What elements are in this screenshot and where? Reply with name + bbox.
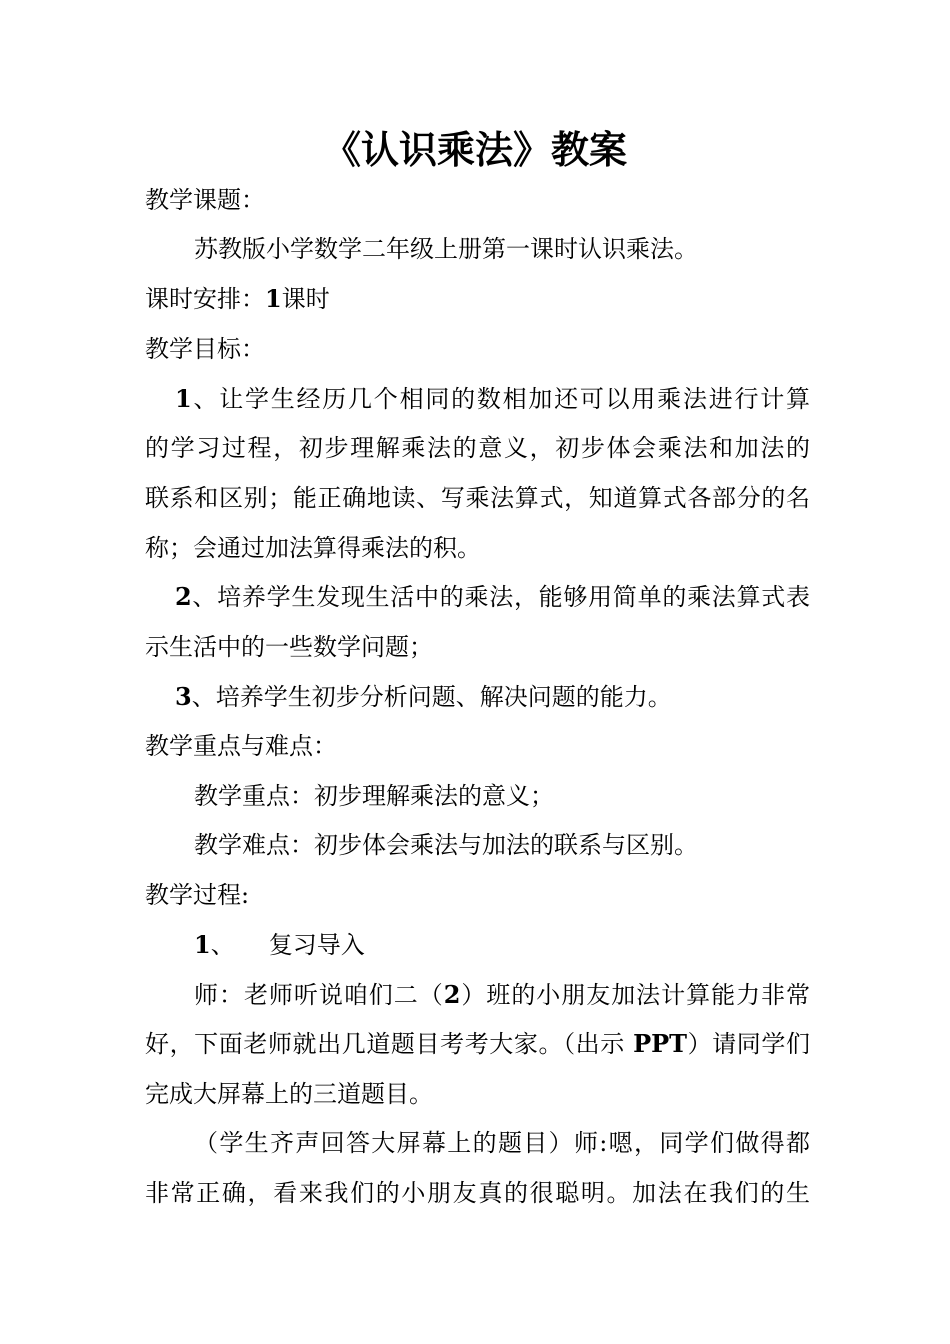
goal-1-line-3: 联系和区别；能正确地读、写乘法算式，知道算式各部分的名	[145, 484, 810, 512]
goal-3-line	[145, 679, 810, 715]
dialog-line-4: （学生齐声回答大屏幕上的题目）师:嗯，同学们做得都	[194, 1129, 810, 1157]
goal-1-text: 、让学生经历几个相同的数相加还可以用乘法进行计算	[191, 385, 810, 413]
dialog-line-2-a: 好，下面老师就出几道题目考考大家。（出示	[145, 1030, 634, 1058]
document-title: 《认识乘法》教案	[322, 127, 627, 172]
difficulty-text: 教学难点：初步体会乘法与加法的联系与区别。	[194, 831, 698, 859]
goal-3-text: 、培养学生初步分析问题、解决问题的能力。	[191, 683, 672, 711]
dialog-class-number: 2	[443, 980, 461, 1009]
dialog-line-2	[145, 1026, 810, 1062]
dialog-ppt: PPT	[633, 1029, 688, 1058]
dialog-line-2-b: ）请同学们	[687, 1030, 810, 1058]
section-heading-key-points: 教学重点与难点：	[145, 732, 337, 760]
goal-2-text: 、培养学生发现生活中的乘法，能够用简单的乘法算式表	[191, 583, 810, 611]
section-heading-process: 教学过程:	[145, 881, 250, 909]
section-heading-goals: 教学目标：	[145, 335, 265, 363]
topic-text: 苏教版小学数学二年级上册第一课时认识乘法。	[194, 235, 698, 263]
key-point-text: 教学重点：初步理解乘法的意义；	[194, 782, 554, 810]
goal-2-line-1	[145, 579, 810, 615]
goal-1-line-4: 称；会通过加法算得乘法的积。	[145, 534, 481, 562]
class-hours-line	[145, 281, 810, 317]
section-heading-topic: 教学课题：	[145, 186, 265, 214]
dialog-line-1-a: 师：老师听说咱们二（	[194, 981, 444, 1009]
class-hours-number: 1	[265, 284, 282, 313]
class-hours-unit: 课时	[281, 285, 330, 313]
goal-1-number: 1	[175, 384, 192, 413]
goal-1-line-2: 的学习过程，初步理解乘法的意义，初步体会乘法和加法的	[145, 434, 810, 462]
dialog-line-1	[145, 977, 810, 1013]
goal-1-line-1	[145, 381, 810, 417]
dialog-line-5: 非常正确，看来我们的小朋友真的很聪明。加法在我们的生	[145, 1179, 810, 1207]
goal-2-line-2: 示生活中的一些数学问题；	[145, 633, 433, 661]
step-1-number: 1	[194, 930, 211, 959]
dialog-line-3: 完成大屏幕上的三道题目。	[145, 1080, 433, 1108]
dialog-line-1-b: ）班的小朋友加法计算能力非常	[460, 981, 811, 1009]
class-hours-label: 课时安排：	[145, 285, 265, 313]
goal-3-number: 3	[175, 682, 192, 711]
step-1-title: 复习导入	[268, 931, 365, 959]
step-1-separator: 、	[210, 931, 235, 959]
goal-2-number: 2	[175, 582, 192, 611]
process-step-1-heading	[145, 927, 810, 963]
